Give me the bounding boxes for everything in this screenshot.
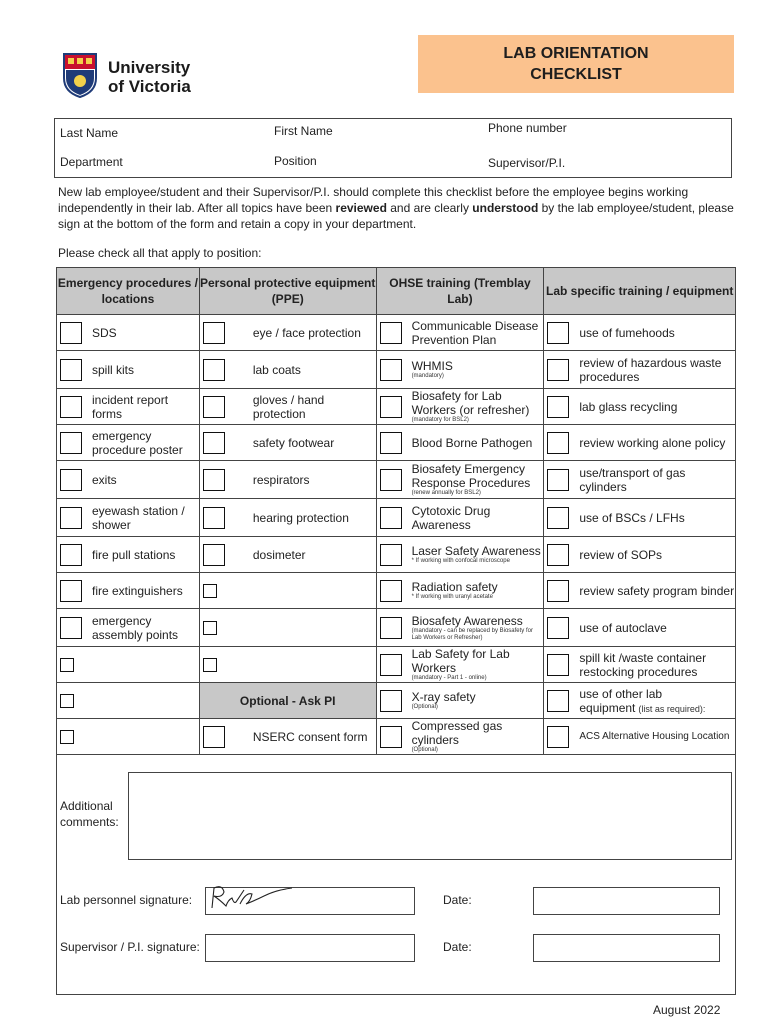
item-label: X-ray safety (Optional) [411,690,476,710]
table-row [57,647,736,683]
lab-signature-field[interactable] [205,887,415,915]
date-label-2: Date: [443,940,472,954]
table-row [57,609,736,647]
item-label: dosimeter [252,547,306,562]
lab-specific-checkbox[interactable] [547,322,569,344]
handwritten-signature [206,882,306,912]
ohse-checkbox[interactable] [380,690,402,712]
item-note: (renew annually for BSL2) [411,490,481,496]
item-label: use of BSCs / LFHs [579,510,685,525]
emergency-checkbox[interactable] [60,359,82,381]
item-label: spill kits [92,362,135,377]
table-row [57,537,736,573]
ohse-checkbox[interactable] [380,654,402,676]
table-row [57,719,736,755]
item-label: gloves / hand protection [252,392,325,421]
emergency-checkbox[interactable] [60,658,74,672]
lab-date-field[interactable] [533,887,720,915]
item-label: use/transport of gas cylinders [579,465,686,494]
emergency-checkbox[interactable] [60,580,82,602]
ppe-checkbox[interactable] [203,584,217,598]
lab-specific-checkbox[interactable] [547,432,569,454]
supervisor-signature-field[interactable] [205,934,415,962]
item-note: (mandatory) [411,373,444,379]
lab-signature-label: Lab personnel signature: [60,893,193,907]
item-label: exits [92,472,117,487]
ohse-checkbox[interactable] [380,322,402,344]
item-label: ACS Alternative Housing Location [579,730,730,742]
ppe-checkbox[interactable] [203,322,225,344]
lab-specific-checkbox[interactable] [547,580,569,602]
last-name-label: Last Name [60,126,119,140]
ppe-checkbox[interactable] [203,507,225,529]
header-ppe: Personal protective equipment (PPE) [199,268,376,315]
item-note: (Optional) [411,704,438,710]
table-row [57,573,736,609]
item-label: Biosafety Awareness (mandatory - can be replaced by Biosafety for Lab Workers or Refresher) [412,614,544,642]
header-lab-specific: Lab specific training / equipment [544,268,736,315]
lab-specific-checkbox[interactable] [547,396,569,418]
emergency-checkbox[interactable] [60,396,82,418]
item-note: (mandatory - can be replaced by Biosafety for Lab Workers or Refresher) [411,627,533,641]
table-row [57,683,736,719]
ppe-checkbox[interactable] [203,726,225,748]
supervisor-date-field[interactable] [533,934,720,962]
item-label: Cytotoxic Drug Awareness [411,503,491,532]
ohse-checkbox[interactable] [380,544,402,566]
lab-specific-checkbox[interactable] [547,507,569,529]
university-name: University of Victoria [108,58,191,96]
department-label: Department [60,155,123,169]
ppe-checkbox[interactable] [203,621,217,635]
item-label: Laser Safety Awareness * If working with confocal microscope [411,544,541,564]
lab-specific-checkbox[interactable] [547,544,569,566]
supervisor-signature-label: Supervisor / P.I. signature: [60,940,200,954]
header-ohse: OHSE training (Tremblay Lab) [376,268,544,315]
item-label: Lab Safety for Lab Workers (mandatory - Part 1 - online) [412,647,544,682]
item-label: lab coats [252,362,301,377]
ohse-checkbox[interactable] [380,469,402,491]
ohse-checkbox[interactable] [380,396,402,418]
phone-label: Phone number [488,121,567,135]
lab-specific-checkbox[interactable] [547,726,569,748]
item-label: SDS [92,325,117,340]
item-note: (Optional) [411,747,438,753]
check-all-instruction: Please check all that apply to position: [58,246,262,260]
ppe-checkbox[interactable] [203,469,225,491]
emergency-checkbox[interactable] [60,730,74,744]
lab-specific-checkbox[interactable] [547,359,569,381]
item-label: Radiation safety * If working with uranyl acetate [411,580,498,600]
emergency-checkbox[interactable] [60,469,82,491]
item-label: Biosafety for Lab Workers (or refresher) (mandatory for BSL2) [412,389,544,424]
emergency-checkbox[interactable] [60,617,82,639]
instructions: New lab employee/student and their Supervisor/P.I. should complete this checklist before the employee begins working independently in their lab. After all topics have been reviewed and are clearly understood by the lab employee/student, please sign at the bottom of the form and retain a copy in your department. [58,185,734,231]
header-emergency: Emergency procedures / locations [57,268,200,315]
optional-ask-pi-heading: Optional - Ask PI [199,683,376,719]
item-label: review of SOPs [579,547,663,562]
item-label: eye / face protection [252,325,361,340]
item-label: NSERC consent form [252,729,368,744]
item-label: spill kit /waste container restocking procedures [579,650,707,679]
ohse-checkbox[interactable] [380,726,402,748]
emergency-checkbox[interactable] [60,322,82,344]
item-label: emergency assembly points [92,613,179,642]
item-label: use of autoclave [579,620,667,635]
ppe-checkbox[interactable] [203,658,217,672]
date-label-1: Date: [443,893,472,907]
item-label: use of fumehoods [579,325,675,340]
lab-specific-checkbox[interactable] [547,654,569,676]
item-label: WHMIS (mandatory) [411,359,453,379]
comments-field[interactable] [128,772,732,860]
lab-specific-checkbox[interactable] [547,469,569,491]
supervisor-label: Supervisor/P.I. [488,156,566,170]
table-row [57,315,736,351]
item-label: safety footwear [252,435,335,450]
item-label: Communicable Disease Prevention Plan [411,318,539,347]
lab-specific-checkbox[interactable] [547,690,569,712]
item-label: hearing protection [252,510,349,525]
table-header-row [57,268,736,315]
item-label: review working alone policy [579,435,726,450]
table-row [57,461,736,499]
checklist-table [56,267,736,755]
ppe-checkbox[interactable] [203,396,225,418]
lab-specific-checkbox[interactable] [547,617,569,639]
item-label: use of other lab equipment (list as required): [579,686,706,715]
emergency-checkbox[interactable] [60,544,82,566]
item-label: lab glass recycling [579,399,678,414]
form-title: LAB ORIENTATION CHECKLIST [418,35,734,93]
item-label: fire pull stations [92,547,176,562]
emergency-checkbox[interactable] [60,694,74,708]
item-label: fire extinguishers [92,583,183,598]
position-label: Position [274,154,317,168]
item-label: review safety program binder [579,583,735,598]
item-label: Compressed gas cylinders (Optional) [412,719,544,754]
item-label: Blood Borne Pathogen [411,435,533,450]
ohse-checkbox[interactable] [380,580,402,602]
employee-info-box [54,118,732,178]
item-label: review of hazardous waste procedures [579,355,722,384]
item-label: eyewash station / shower [92,503,185,532]
item-note: * If working with uranyl acetate [411,594,493,600]
ppe-checkbox[interactable] [203,544,225,566]
item-note: (mandatory for BSL2) [411,417,469,423]
table-row [57,389,736,425]
university-shield-icon [62,52,98,98]
ppe-checkbox[interactable] [203,359,225,381]
ohse-checkbox[interactable] [380,507,402,529]
table-row [57,499,736,537]
revision-date: August 2022 [653,1003,721,1017]
item-label: Biosafety Emergency Response Procedures (renew annually for BSL2) [412,462,544,497]
item-note: (list as required): [638,703,706,714]
item-note: (mandatory - Part 1 - online) [411,675,487,681]
ppe-checkbox[interactable] [203,432,225,454]
item-note: * If working with confocal microscope [411,558,510,564]
item-label: emergency procedure poster [92,428,183,457]
emergency-checkbox[interactable] [60,507,82,529]
ohse-checkbox[interactable] [380,432,402,454]
item-label: respirators [252,472,310,487]
first-name-label: First Name [274,124,333,138]
table-row [57,351,736,389]
item-label: incident report forms [92,392,169,421]
ohse-checkbox[interactable] [380,617,402,639]
additional-comments-label: Additional comments: [60,799,119,829]
emergency-checkbox[interactable] [60,432,82,454]
ohse-checkbox[interactable] [380,359,402,381]
table-row [57,425,736,461]
